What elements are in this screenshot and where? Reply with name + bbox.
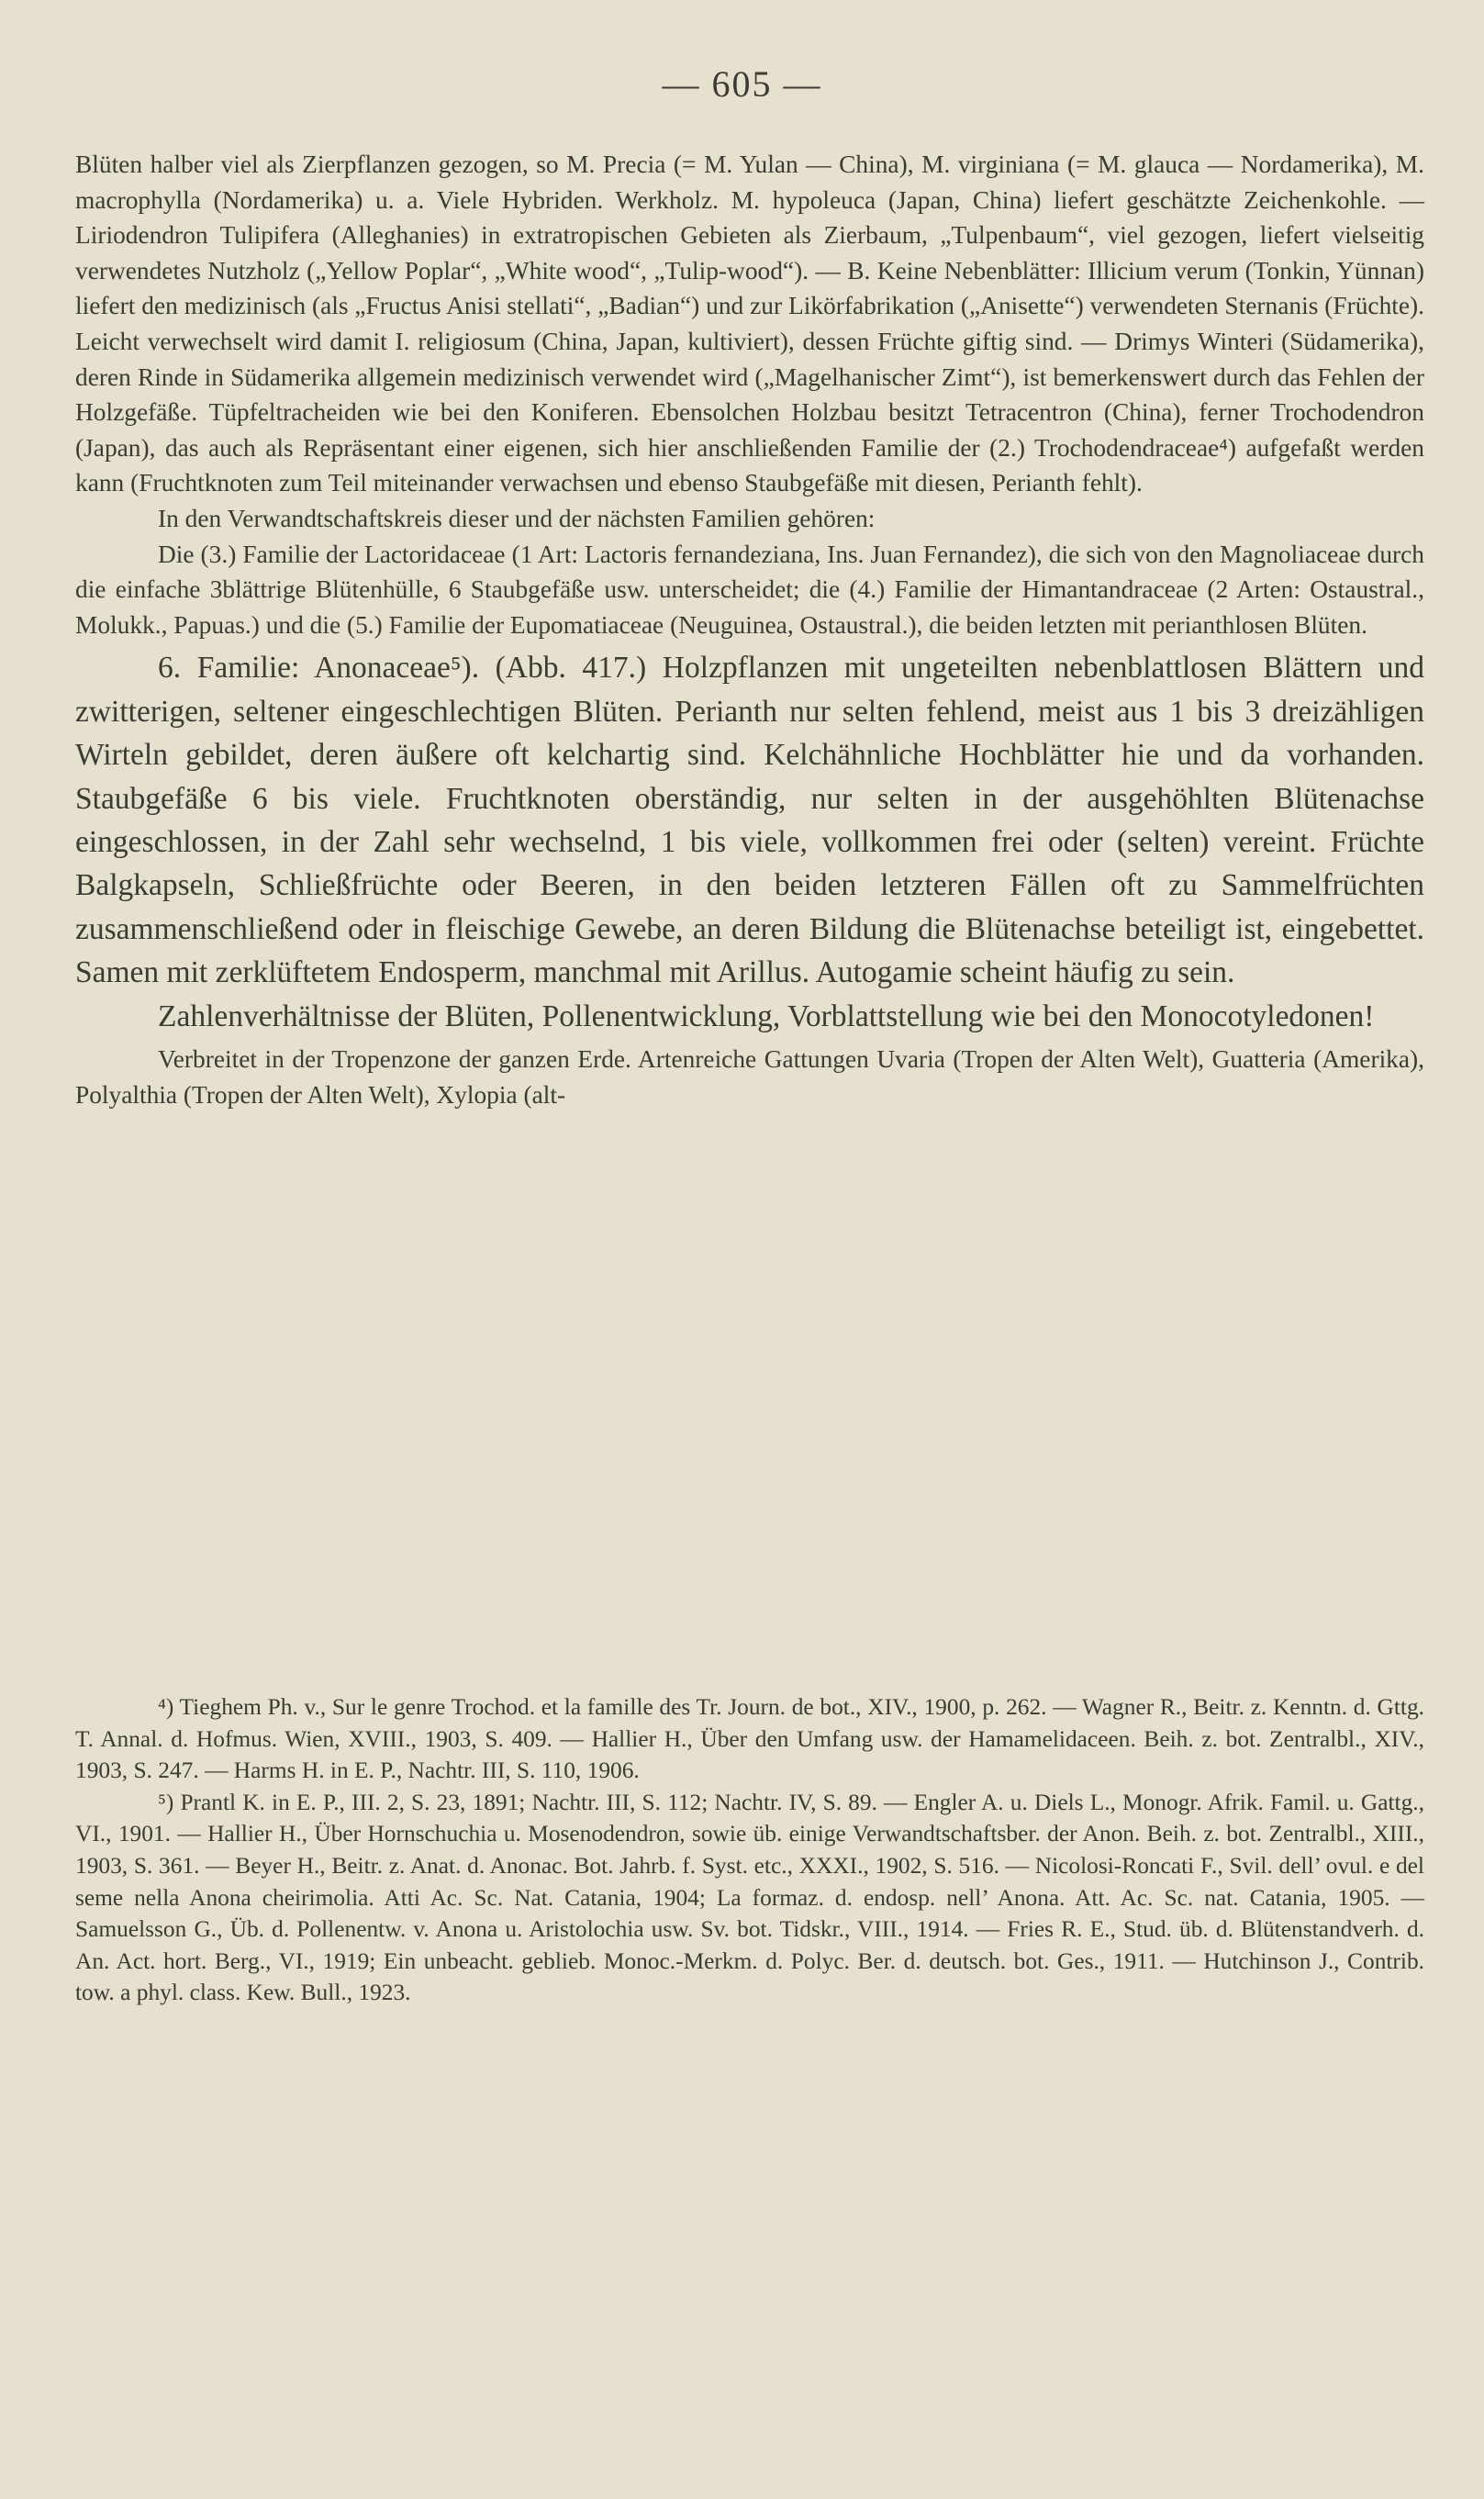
footnote-5: ⁵) Prantl K. in E. P., III. 2, S. 23, 1891; Nachtr. III, S. 112; Nachtr. IV, S. 89. — Engler A. u. Diels L., Monogr. Afrik. Famil. u. Gattg., VI., 1901. — Hallier H., Über Hornschuchia u. Mosenodendron, sowie üb. einige Verwandtschaftsber. der Anon. Beih. z. bot. Zentralbl., XIII., 1903, S. 361. — Beyer H., Beitr. z. Anat. d. Anonac. Bot. Jahrb. f. Syst. etc., XXXI., 1902, S. 516. — Nicolosi-Roncati F., Svil. dell’ ovul. e del seme nella Anona cheirimolia. Atti Ac. Sc. Nat. Catania, 1904; La formaz. d. endosp. nell’ Anona. Att. Ac. Sc. nat. Catania, 1905. — Samuelsson G., Üb. d. Pollenentw. v. Anona u. Aristolochia usw. Sv. bot. Tidskr., VIII., 1914. — Fries R. E., Stud. üb. d. Blütenstandverh. d. An. Act. hort. Berg., VI., 1919; Ein unbeacht. geblieb. Monoc.-Merkm. d. Polyc. Ber. d. deutsch. bot. Ges., 1911. — Hutchinson J., Contrib. tow. a phyl. class. Kew. Bull., 1923. xyxy=(75,1789,1424,2006)
main-text xyxy=(75,147,1424,1112)
page-number: — 605 — xyxy=(662,63,822,105)
footnote-4: ⁴) Tieghem Ph. v., Sur le genre Trochod. et la famille des Tr. Journ. de bot., XIV., 1900, p. 262. — Wagner R., Beitr. z. Kenntn. d. Gttg. T. Annal. d. Hofmus. Wien, XVIII., 1903, S. 409. — Hallier H., Über den Umfang usw. der Hamamelidaceen. Beih. z. bot. Zentralbl., XIV., 1903, S. 247. — Harms H. in E. P., Nachtr. III, S. 110, 1906. xyxy=(75,1694,1424,1784)
text-block-distribution xyxy=(75,1042,1424,1112)
text-block-small xyxy=(75,147,1424,642)
paragraph-zahlenverhaeltnisse: Zahlenverhältnisse der Blüten, Pollenentwicklung, Vorblattstellung wie bei den Monocotyledonen! xyxy=(158,998,1375,1033)
paragraph-verbreitung: Verbreitet in der Tropenzone der ganzen Erde. Artenreiche Gattungen Uvaria (Tropen der Alten Welt), Guatteria (Amerika), Polyalthia (Tropen der Alten Welt), Xylopia (alt- xyxy=(75,1044,1424,1109)
paragraph-magnoliaceae-continued: Blüten halber viel als Zierpflanzen gezogen, so M. Precia (= M. Yulan — China), M. virginiana (= M. glauca — Nordamerika), M. macrophylla (Nordamerika) u. a. Viele Hybriden. Werkholz. M. hypoleuca (Japan, China) liefert geschätzte Zeichenkohle. — Liriodendron Tulipifera (Alleghanies) in extratropischen Gebieten als Zierbaum, „Tulpenbaum“, viel gezogen, liefert vielseitig verwendetes Nutzholz („Yellow Poplar“, „White wood“, „Tulip-wood“). — B. Keine Nebenblätter: Illicium verum (Tonkin, Yünnan) liefert den medizinisch (als „Fructus Anisi stellati“, „Badian“) und zur Likörfabrikation („Anisette“) verwendeten Sternanis (Früchte). Leicht verwechselt wird damit I. religiosum (China, Japan, kultiviert), dessen Früchte giftig sind. — Drimys Winteri (Südamerika), deren Rinde in Südamerika allgemein medizinisch verwendet wird („Magelhanischer Zimt“), ist bemerkenswert durch das Fehlen der Holzgefäße. Tüpfeltracheiden wie bei den Koniferen. Ebensolchen Holzbau besitzt Tetracentron (China), ferner Trochodendron (Japan), das auch als Repräsentant einer eigenen, sich hier anschließenden Familie der (2.) Trochodendraceae⁴) aufgefaßt werden kann (Fruchtknoten zum Teil miteinander verwachsen und ebenso Staubgefäße mit diesen, Perianth fehlt). xyxy=(75,151,1424,497)
paragraph-anonaceae-description: 6. Familie: Anonaceae⁵). (Abb. 417.) Holzpflanzen mit ungeteilten nebenblattlosen Blättern und zwitterigen, seltener eingeschlechtigen Blüten. Perianth nur selten fehlend, meist aus 1 bis 3 dreizähligen Wirteln gebildet, deren äußere oft kelchartig sind. Kelchähnliche Hochblätter hie und da vorhanden. Staubgefäße 6 bis viele. Fruchtknoten oberständig, nur selten in der ausgehöhlten Blütenachse eingeschlossen, in der Zahl sehr wechselnd, 1 bis viele, vollkommen frei oder (selten) vereint. Früchte Balgkapseln, Schließfrüchte oder Beeren, in den beiden letzteren Fällen oft zu Sammelfrüchten zusammenschließend oder in fleischige Gewebe, an deren Bildung die Blütenachse beteiligt ist, eingebettet. Samen mit zerklüftetem Endosperm, manchmal mit Arillus. Autogamie scheint häufig zu sein. xyxy=(75,651,1424,990)
footnotes xyxy=(75,1691,1424,2009)
paragraph-verwandtschaftskreis: In den Verwandtschaftskreis dieser und der nächsten Familien gehören: xyxy=(158,504,876,532)
paragraph-related-families: Die (3.) Familie der Lactoridaceae (1 Art: Lactoris fernandeziana, Ins. Juan Fernandez), die sich von den Magnoliaceae durch die einfache 3blättrige Blütenhülle, 6 Staubgefäße usw. unterscheidet; die (4.) Familie der Himantandraceae (2 Arten: Ostaustral., Molukk., Papuas.) und die (5.) Familie der Eupomatiaceae (Neuguinea, Ostaustral.), die beiden letzten mit perianthlosen Blüten. xyxy=(75,540,1424,639)
text-block-large xyxy=(75,646,1424,1038)
